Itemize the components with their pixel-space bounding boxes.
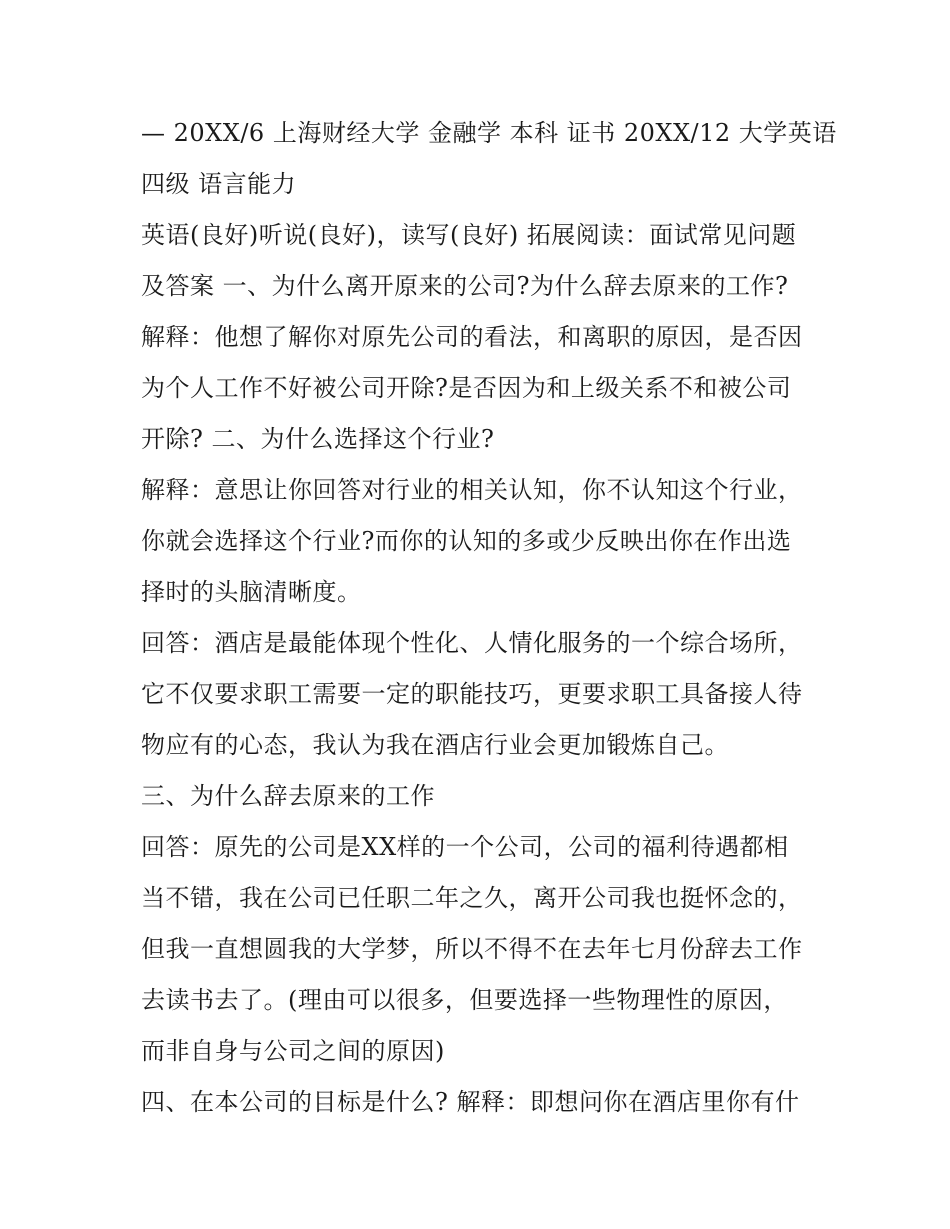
text-line-10: 择时的头脑清晰度。 xyxy=(141,578,362,606)
text-line-13: 物应有的心态，我认为我在酒店行业会更加锻炼自己。 xyxy=(141,731,729,759)
text-line-7: 开除? 二、为什么选择这个行业? xyxy=(141,425,495,453)
text-line-12: 它不仅要求职工需要一定的职能技巧，更要求职工具备接人待 xyxy=(141,680,803,708)
text-line-16: 当不错，我在公司已任职二年之久，离开公司我也挺怀念的， xyxy=(141,884,803,912)
text-line-18: 去读书去了。(理由可以很多，但要选择一些物理性的原因， xyxy=(141,986,788,1014)
text-line-8: 解释：意思让你回答对行业的相关认知，你不认知这个行业， xyxy=(141,476,803,504)
text-line-20: 四、在本公司的目标是什么? 解释：即想问你在酒店里你有什 xyxy=(141,1088,800,1116)
text-line-19: 而非自身与公司之间的原因) xyxy=(141,1037,445,1065)
text-line-15: 回答：原先的公司是XX样的一个公司，公司的福利待遇都相 xyxy=(141,833,789,861)
text-line-9: 你就会选择这个行业?而你的认知的多或少反映出你在作出选 xyxy=(141,527,792,555)
text-line-2: 四级 语言能力 xyxy=(141,170,297,198)
text-line-5: 解释：他想了解你对原先公司的看法，和离职的原因，是否因 xyxy=(141,323,803,351)
text-line-11: 回答：酒店是最能体现个性化、人情化服务的一个综合场所， xyxy=(141,629,803,657)
text-line-3: 英语(良好)听说(良好)，读写(良好) 拓展阅读：面试常见问题 xyxy=(141,221,797,249)
text-line-6: 为个人工作不好被公司开除?是否因为和上级关系不和被公司 xyxy=(141,374,792,402)
text-line-14: 三、为什么辞去原来的工作 xyxy=(141,782,435,810)
text-line-17: 但我一直想圆我的大学梦，所以不得不在去年七月份辞去工作 xyxy=(141,935,803,963)
text-line-4: 及答案 一、为什么离开原来的公司?为什么辞去原来的工作? xyxy=(141,272,789,300)
text-line-1: — 20XX/6 上海财经大学 金融学 本科 证书 20XX/12 大学英语 xyxy=(141,119,837,147)
document-body xyxy=(141,108,837,1128)
